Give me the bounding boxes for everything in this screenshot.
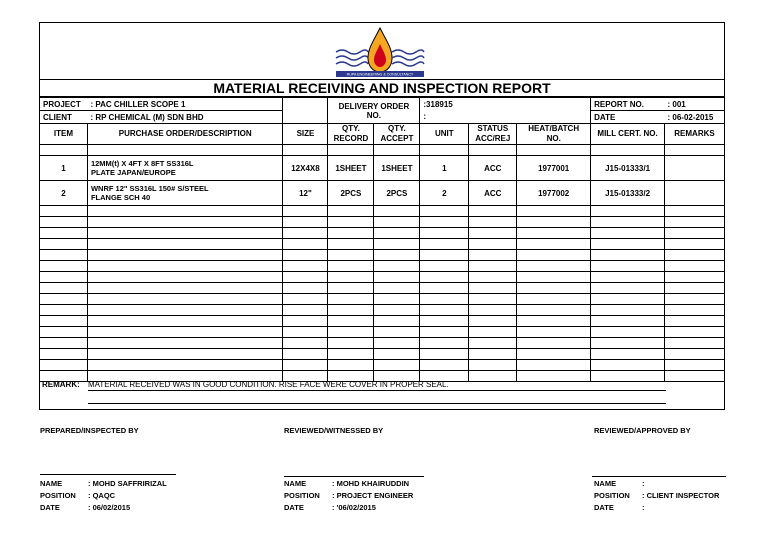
row2-desc-line2: FLANGE SCH 40 xyxy=(90,193,151,202)
col-item: ITEM xyxy=(40,124,88,145)
table-row xyxy=(40,261,725,272)
col-mill-cert: MILL CERT. NO. xyxy=(591,124,665,145)
table-row xyxy=(40,156,725,181)
row1-mill: J15-01333/1 xyxy=(591,156,665,181)
prepared-date: : 06/02/2015 xyxy=(88,503,131,512)
row1-item: 1 xyxy=(40,156,88,181)
row1-unit: 1 xyxy=(420,156,469,181)
row2-mill: J15-01333/2 xyxy=(591,181,665,206)
delivery-order-value: :318915 xyxy=(420,98,591,111)
approved-block xyxy=(594,478,719,514)
row1-desc-line1: 12MM(t) X 4FT X 8FT SS316L xyxy=(90,159,194,168)
prepared-position: : QAQC xyxy=(88,491,116,500)
col-unit: UNIT xyxy=(420,124,469,145)
table-row xyxy=(40,327,725,338)
row2-description xyxy=(87,181,283,206)
table-row xyxy=(40,228,725,239)
row1-qty-accept: 1SHEET xyxy=(374,156,420,181)
date-value: : 06-02-2015 xyxy=(665,111,725,124)
table-row xyxy=(40,316,725,327)
remark-line xyxy=(88,390,666,391)
approved-title: REVIEWED/APPROVED BY xyxy=(594,426,691,435)
approved-position: : CLIENT INSPECTOR xyxy=(642,491,720,500)
table-row xyxy=(40,239,725,250)
remark-label: REMARK: xyxy=(42,380,80,389)
logo-text: RUPA ENGINEERING & CONSULTANCY xyxy=(346,72,414,77)
remark-line-2 xyxy=(88,403,666,404)
prepared-signature-line xyxy=(40,474,176,475)
remark-text: MATERIAL RECEIVED WAS IN GOOD CONDITION. RISE FACE WERE COVER IN PROPER SEAL. xyxy=(88,380,449,389)
remark-section xyxy=(42,380,449,389)
row1-size: 12X4X8 xyxy=(283,156,328,181)
reviewed-position-label: POSITION xyxy=(284,491,320,500)
table-row xyxy=(40,145,725,156)
approved-name-label: NAME xyxy=(594,479,617,488)
report-no-value: : 001 xyxy=(665,98,725,111)
col-size: SIZE xyxy=(283,124,328,145)
project-value: : PAC CHILLER SCOPE 1 xyxy=(87,98,283,111)
table-row xyxy=(40,349,725,360)
reviewed-block xyxy=(284,478,413,514)
prepared-block xyxy=(40,478,167,514)
table-row xyxy=(40,272,725,283)
report-table xyxy=(39,97,725,382)
approved-date: : xyxy=(642,503,645,512)
row1-description xyxy=(87,156,283,181)
reviewed-signature-line xyxy=(284,476,424,477)
row2-heat: 1977002 xyxy=(517,181,591,206)
reviewed-name: : MOHD KHAIRUDDIN xyxy=(332,479,410,488)
company-logo xyxy=(332,26,428,78)
prepared-date-label: DATE xyxy=(40,503,60,512)
column-header-row xyxy=(40,124,725,145)
client-label: CLIENT xyxy=(40,111,88,124)
table-row xyxy=(40,206,725,217)
col-remarks: REMARKS xyxy=(665,124,725,145)
prepared-position-label: POSITION xyxy=(40,491,76,500)
row1-heat: 1977001 xyxy=(517,156,591,181)
approved-signature-line xyxy=(592,476,726,477)
header-row-project xyxy=(40,98,725,111)
col-qty-record: QTY. RECORD xyxy=(328,124,374,145)
row2-status: ACC xyxy=(469,181,517,206)
col-qty-accept: QTY. ACCEPT xyxy=(374,124,420,145)
reviewed-date: : '06/02/2015 xyxy=(332,503,376,512)
table-row xyxy=(40,181,725,206)
row1-desc-line2: PLATE JAPAN/EUROPE xyxy=(90,168,176,177)
col-status: STATUS ACC/REJ xyxy=(469,124,517,145)
col-heat-batch: HEAT/BATCH NO. xyxy=(517,124,591,145)
report-title: MATERIAL RECEIVING AND INSPECTION REPORT xyxy=(39,79,725,97)
row1-qty-record: 1SHEET xyxy=(328,156,374,181)
table-row xyxy=(40,250,725,261)
approved-position-label: POSITION xyxy=(594,491,630,500)
prepared-title: PREPARED/INSPECTED BY xyxy=(40,426,139,435)
table-row xyxy=(40,217,725,228)
row2-qty-accept: 2PCS xyxy=(374,181,420,206)
reviewed-title: REVIEWED/WITNESSED BY xyxy=(284,426,384,435)
reviewed-name-label: NAME xyxy=(284,479,307,488)
table-row xyxy=(40,283,725,294)
reviewed-date-label: DATE xyxy=(284,503,304,512)
row2-qty-record: 2PCS xyxy=(328,181,374,206)
prepared-name: : MOHD SAFFRIRIZAL xyxy=(88,479,167,488)
delivery-order-label: DELIVERY ORDER NO. xyxy=(328,98,420,124)
project-label: PROJECT xyxy=(40,98,88,111)
table-row xyxy=(40,338,725,349)
prepared-name-label: NAME xyxy=(40,479,63,488)
table-row xyxy=(40,360,725,371)
delivery-order-value-2: : xyxy=(420,111,591,124)
col-description: PURCHASE ORDER/DESCRIPTION xyxy=(87,124,283,145)
client-value: : RP CHEMICAL (M) SDN BHD xyxy=(87,111,283,124)
row2-unit: 2 xyxy=(420,181,469,206)
date-label: DATE xyxy=(591,111,665,124)
reviewed-position: : PROJECT ENGINEER xyxy=(332,491,414,500)
row2-desc-line1: WNRF 12" SS316L 150# S/STEEL xyxy=(90,184,209,193)
report-no-label: REPORT NO. xyxy=(591,98,665,111)
row2-size: 12" xyxy=(283,181,328,206)
row1-status: ACC xyxy=(469,156,517,181)
approved-name: : xyxy=(642,479,645,488)
table-row xyxy=(40,305,725,316)
row2-item: 2 xyxy=(40,181,88,206)
row1-remarks xyxy=(665,156,725,181)
approved-date-label: DATE xyxy=(594,503,614,512)
table-row xyxy=(40,294,725,305)
row2-remarks xyxy=(665,181,725,206)
